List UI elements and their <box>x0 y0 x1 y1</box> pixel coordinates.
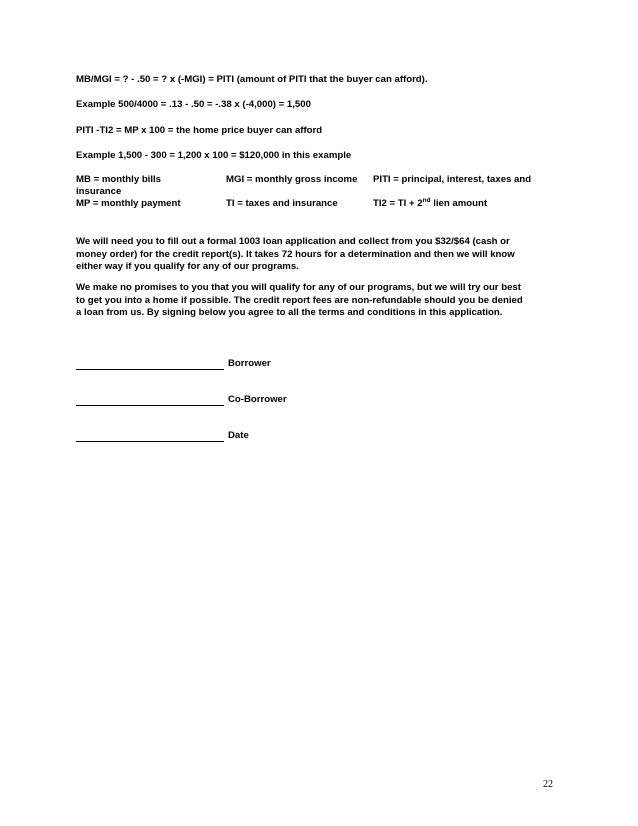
definitions-row-3 <box>76 198 566 210</box>
definitions-row-2 <box>76 186 566 198</box>
borrower-signature-blank[interactable] <box>76 359 224 370</box>
formula-line-1: MB/MGI = ? - .50 = ? x (-MGI) = PITI (amount of PITI that the buyer can afford). <box>76 74 428 85</box>
formula-example-2: Example 1,500 - 300 = 1,200 x 100 = $120,000 in this example <box>76 150 352 161</box>
definition-mp: MP = monthly payment <box>76 198 181 209</box>
disclaimer-paragraph: We make no promises to you that you will qualify for any of our programs, but we will try our best to get you into a home if possible. The credit report fees are non-refundable should you be denied a loan from us. By signing below you agree to all the terms and conditions in this application. <box>76 282 523 318</box>
borrower-label: Borrower <box>228 358 271 369</box>
formula-example-1: Example 500/4000 = .13 - .50 = -.38 x (-4,000) = 1,500 <box>76 99 311 110</box>
definition-piti: PITI = principal, interest, taxes and <box>373 174 532 185</box>
page-number: 22 <box>543 779 553 790</box>
definition-mb: MB = monthly bills <box>76 174 162 185</box>
co-borrower-signature-line[interactable] <box>76 394 287 406</box>
formula-line-2: PITI -TI2 = MP x 100 = the home price buyer can afford <box>76 125 323 136</box>
application-instructions-paragraph: We will need you to fill out a formal 1003 loan application and collect from you $32/$64 (cash or money order) for the credit report(s). It takes 72 hours for a determination and then we will know either way if you qualify for any of our programs. <box>76 236 515 272</box>
definition-ti: TI = taxes and insurance <box>226 198 338 209</box>
definition-piti-continued: insurance <box>76 186 122 197</box>
definitions-row-1 <box>76 174 566 186</box>
borrower-signature-line[interactable] <box>76 358 271 370</box>
definition-ti2: TI2 = TI + 2nd lien amount <box>373 197 488 209</box>
date-blank[interactable] <box>76 431 224 442</box>
co-borrower-signature-blank[interactable] <box>76 395 224 406</box>
date-line[interactable] <box>76 430 249 442</box>
co-borrower-label: Co-Borrower <box>228 394 287 405</box>
definition-mgi: MGI = monthly gross income <box>226 174 358 185</box>
date-label: Date <box>228 430 249 441</box>
definitions-block <box>76 174 566 210</box>
